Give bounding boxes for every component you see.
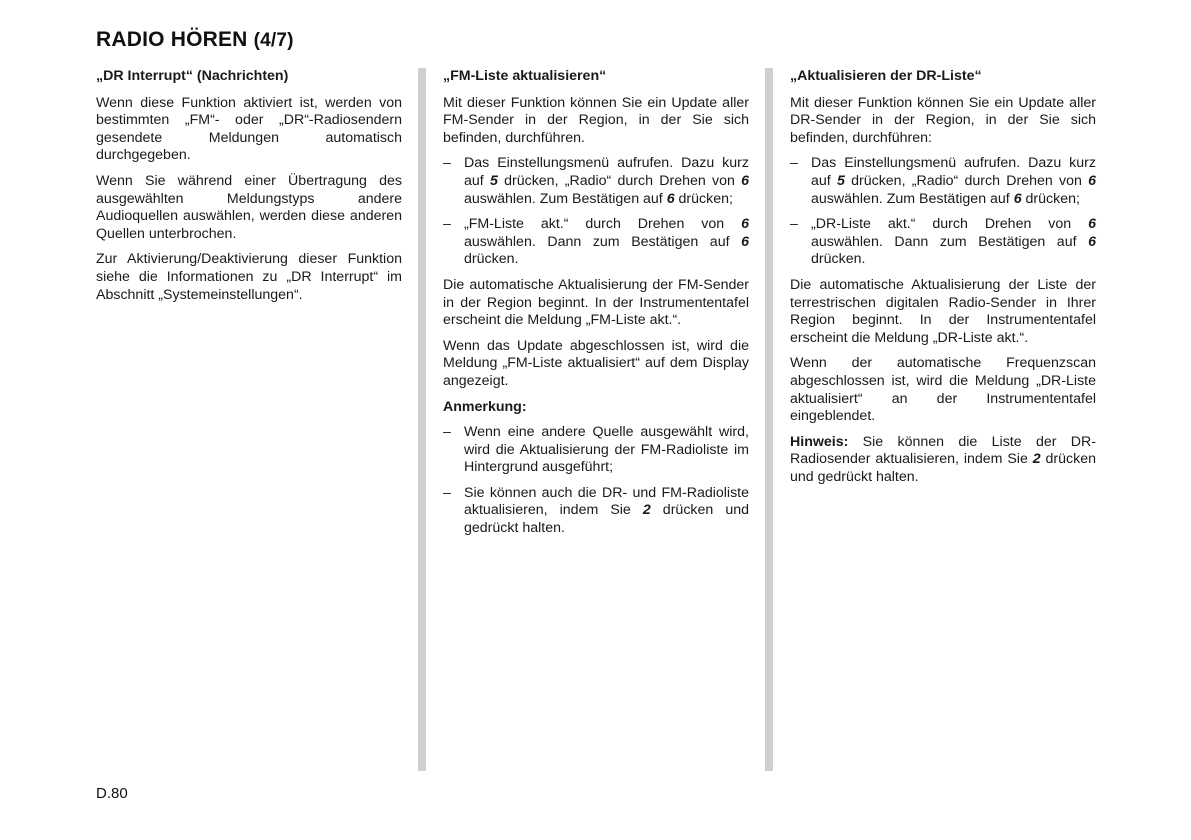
list-dash: – [790, 155, 798, 172]
paragraph: Mit dieser Funktion können Sie ein Update aller DR-Sender in der Region, in der Sie sich befinden, durchführen: [790, 94, 1096, 146]
list-item [443, 485, 749, 538]
text: Sie können auch die DR- und FM-Radioliste aktualisieren, indem Sie [464, 484, 749, 519]
hint-label: Hinweis: [790, 433, 849, 450]
text: drücken. [464, 251, 519, 268]
list-dash: – [443, 424, 451, 441]
page-title-text: RADIO HÖREN [96, 28, 248, 51]
list-dash: – [443, 216, 451, 233]
list-dash: – [443, 155, 451, 172]
button-number: 2 [1032, 451, 1041, 468]
text: auswählen. Zum Bestätigen auf [464, 190, 667, 207]
text: „FM-Liste akt.“ durch Drehen von [464, 216, 742, 233]
list-dash: – [790, 216, 798, 233]
button-number: 6 [666, 190, 675, 207]
button-number: 5 [489, 172, 498, 189]
column-dr-list [790, 68, 1096, 494]
button-number: 6 [1088, 172, 1096, 189]
text: Das Einstellungsmenü aufrufen. Dazu kurz auf [811, 155, 1096, 189]
text: Wenn eine andere Quelle ausgewählt wird, wird die Aktualisierung der FM-Radioliste im Hintergrund ausgeführt; [464, 424, 749, 476]
button-number: 5 [836, 172, 845, 189]
text: drücken, „Radio“ durch Drehen von [497, 172, 742, 189]
text: Sie können die Liste der DR-Radiosender aktualisieren, indem Sie [790, 433, 1096, 468]
paragraph: Zur Aktivierung/Deaktivierung dieser Funktion siehe die Informationen zu „DR Interrupt“ im Abschnitt „Systemeinstellungen“. [96, 251, 402, 303]
section-heading: „FM-Liste aktualisieren“ [443, 68, 607, 84]
paragraph: Wenn Sie während einer Übertragung des ausgewählten Meldungstyps andere Audioquellen auswählen, werden diese anderen Quellen unterbrochen. [96, 172, 402, 242]
section-heading: „DR Interrupt“ (Nachrichten) [96, 68, 289, 84]
text: drücken; [674, 190, 733, 207]
text: auswählen. Dann zum Bestätigen auf [464, 233, 742, 250]
list-item [790, 155, 1096, 208]
text: auswählen. Zum Bestätigen auf [811, 190, 1014, 207]
button-number: 6 [1088, 233, 1096, 250]
list-dash: – [443, 484, 451, 501]
list-item [790, 216, 1096, 269]
paragraph: Die automatische Aktualisierung der FM-Sender in der Region beginnt. In der Instrumententafel erscheint die Meldung „FM-Liste akt.“. [443, 276, 749, 329]
paragraph: Wenn diese Funktion aktiviert ist, werden von bestimmten „FM“- oder „DR“-Radiosendern gesendete Meldungen automatisch durchgegeben. [96, 94, 402, 164]
page-number: D.80 [96, 785, 128, 802]
button-number: 6 [1013, 190, 1022, 207]
list-item [443, 424, 749, 477]
section-heading: „Aktualisieren der DR-Liste“ [790, 68, 982, 84]
note-heading: Anmerkung: [443, 398, 527, 415]
button-number: 2 [642, 502, 651, 519]
button-number: 6 [741, 216, 749, 233]
text: drücken und gedrückt halten. [790, 451, 1096, 485]
list-item [443, 216, 749, 269]
button-number: 6 [1088, 216, 1096, 233]
text: Das Einstellungsmenü aufrufen. Dazu kurz auf [464, 155, 749, 189]
paragraph: Die automatische Aktualisierung der Liste der terrestrischen digitalen Radio-Sender in Ihrer Region beginnt. In der Instrumententafel erscheint die Meldung „DR-Liste akt.“. [790, 276, 1096, 346]
hint-paragraph [790, 434, 1096, 487]
column-dr-interrupt [96, 68, 402, 312]
paragraph: Mit dieser Funktion können Sie ein Update aller FM-Sender in der Region, in der Sie sich befinden, durchführen. [443, 94, 749, 146]
page-title-part: (4/7) [253, 30, 294, 51]
text: drücken; [1021, 190, 1080, 207]
text: „DR-Liste akt.“ durch Drehen von [811, 216, 1089, 233]
column-fm-list [443, 68, 749, 546]
paragraph: Wenn das Update abgeschlossen ist, wird die Meldung „FM-Liste aktualisiert“ auf dem Display angezeigt. [443, 337, 749, 389]
paragraph: Wenn der automatische Frequenzscan abgeschlossen ist, wird die Meldung „DR-Liste aktualisiert“ an der Instrumententafel eingeblendet. [790, 355, 1096, 425]
column-divider [765, 68, 773, 771]
list-item [443, 155, 749, 208]
text: drücken. [811, 251, 866, 268]
button-number: 6 [741, 233, 749, 250]
text: auswählen. Dann zum Bestätigen auf [811, 233, 1089, 250]
button-number: 6 [741, 172, 749, 189]
text: drücken und gedrückt halten. [464, 502, 749, 537]
page-title [96, 28, 294, 52]
column-divider [418, 68, 426, 771]
text: drücken, „Radio“ durch Drehen von [844, 172, 1089, 189]
